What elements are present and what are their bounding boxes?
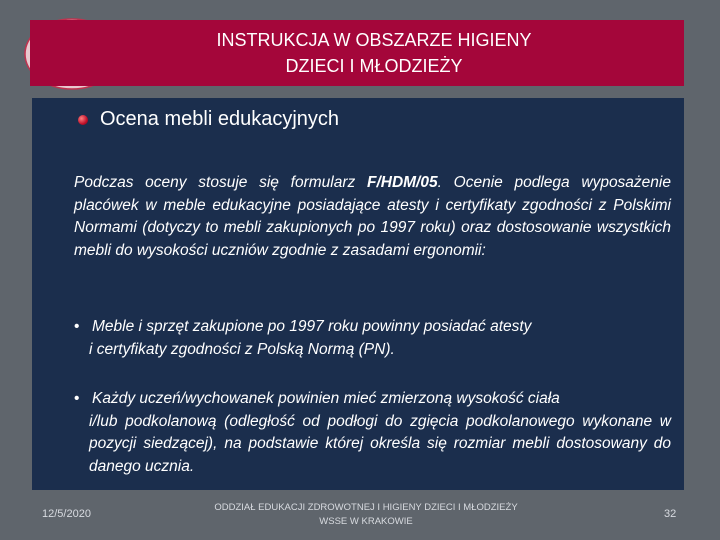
bullet-dot-icon: • xyxy=(74,390,80,407)
bullet-item xyxy=(74,316,671,361)
bullet-continuation: i certyfikaty zgodności z Polską Normą (PN). xyxy=(89,340,395,358)
form-code: F/HDM/05 xyxy=(366,174,438,191)
bullet-first-line: Meble i sprzęt zakupione po 1997 roku powinny posiadać atesty xyxy=(92,318,532,335)
title-line-1: INSTRUKCJA W OBSZARZE HIGIENY xyxy=(216,30,532,50)
subtitle-row xyxy=(78,108,339,131)
footer-date: 12/5/2020 xyxy=(42,508,91,520)
bullet-continuation: i/lub podkolanową (odległość od podłogi do zgięcia podkolanowego wykonane w pozycji siedzącej), na podstawie której określa się rozmiar mebli dostosowany do danego ucznia. xyxy=(89,412,671,475)
title-bar xyxy=(30,20,684,86)
bullet-item xyxy=(74,388,671,478)
footer-organization xyxy=(190,501,542,529)
footer-line-1: ODDZIAŁ EDUKACJI ZDROWOTNEJ I HIGIENY DZIECI I MŁODZIEŻY xyxy=(214,502,518,513)
title-line-2: DZIECI I MŁODZIEŻY xyxy=(285,56,463,76)
page-number: 32 xyxy=(664,508,677,520)
intro-paragraph xyxy=(74,172,671,262)
paragraph-after: . Ocenie podlega wyposażenie placówek w meble edukacyjne posiadające atesty i certyfikaty zgodności z Polskimi Normami (dotyczy to mebli zakupionych po 1997 roku) oraz dostosowanie wszystkich mebli do wysokości uczniów zgodnie z zasadami ergonomii: xyxy=(74,174,671,259)
red-bullet-icon xyxy=(78,115,88,125)
subtitle: Ocena mebli edukacyjnych xyxy=(100,108,340,130)
paragraph-before: Podczas oceny stosuje się formularz xyxy=(74,174,367,191)
bullet-dot-icon: • xyxy=(74,318,80,335)
footer-line-2: WSSE W KRAKOWIE xyxy=(319,516,413,527)
bullet-first-line: Każdy uczeń/wychowanek powinien mieć zmierzoną wysokość ciała xyxy=(92,390,560,407)
